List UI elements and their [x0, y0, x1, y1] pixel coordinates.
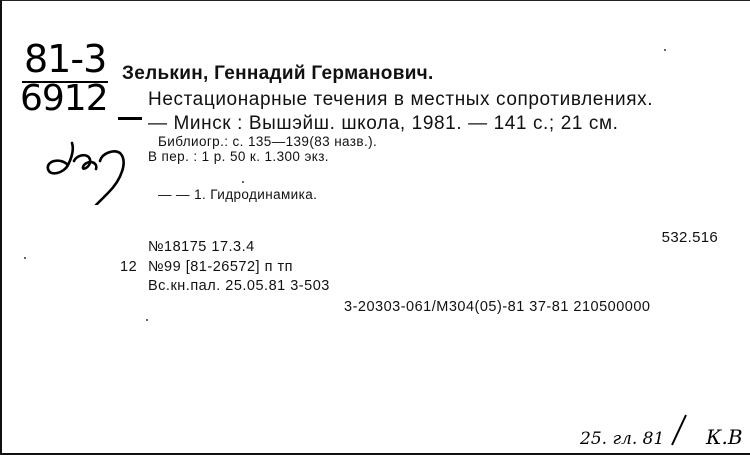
footer-handwritten-date: 25. гл. 81: [580, 429, 665, 449]
catalog-code: 3-20303-061/М304(05)-81 37-81 210500000: [344, 299, 651, 315]
registration-line-2: №99 [81-26572] п тп: [148, 259, 293, 275]
binding-price-note: В пер. : 1 р. 50 к. 1.300 экз.: [148, 149, 329, 164]
registration-line-1: №18175 17.3.4: [148, 239, 255, 255]
shelf-mark-bottom: 6912: [20, 78, 108, 119]
author-name: Зелькин, Геннадий Германович.: [122, 63, 434, 84]
subject-heading: — — 1. Гидродинамика.: [158, 187, 318, 202]
shelf-mark-dash: [118, 117, 142, 120]
bibliography-note: Библиогр.: с. 135—139(83 назв.).: [158, 134, 378, 149]
paper-speck: [146, 319, 148, 321]
paper-speck: [242, 181, 244, 183]
footer-tick-mark: [668, 413, 692, 452]
registration-line-3: Вс.кн.пал. 25.05.81 3-503: [148, 278, 330, 294]
paper-speck: [24, 257, 26, 259]
handwritten-mark-graphic: [38, 135, 138, 205]
footer-handwritten-initials: К.В: [706, 425, 743, 449]
registration-line-2-prefix: 12: [120, 259, 138, 275]
handwritten-scribble: [38, 135, 138, 210]
book-title: Нестационарные течения в местных сопротивлениях.: [148, 89, 654, 110]
paper-speck: [664, 49, 666, 51]
shelf-mark-top: 81-3: [24, 37, 107, 81]
udc-index: 532.516: [661, 229, 718, 246]
publication-imprint: — Минск : Вышэйш. школа, 1981. — 141 с.; 21 см.: [148, 113, 619, 134]
tick-mark-graphic: [668, 413, 692, 447]
